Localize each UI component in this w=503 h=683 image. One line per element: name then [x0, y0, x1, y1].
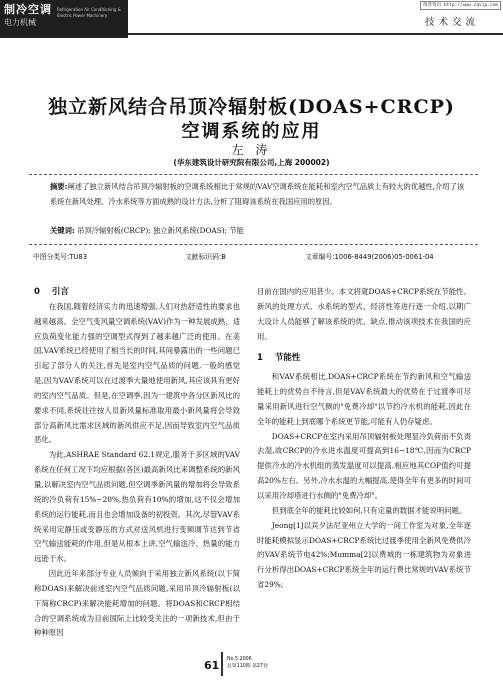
paragraph: 因此近年来部分专业人员倾向于采用独立新风系统(以下简称DOAS)来解决前述室内空气品质问题,采用吊顶冷辐射板(以下简称CRCP)来解决能耗增加的问题。将DOAS和CRCP相结合的空调系统成为目前国际上比较受关注的一项新技术,但由于种种原因: [34, 569, 240, 638]
clc-number: 中图分类号:TU83: [33, 253, 88, 261]
journal-english-name: Refrigeration Air Conditioning & Electric Power Machinery: [57, 7, 121, 18]
paper-title-line1: 独立新风结合吊顶冷辐射板(DOAS+CRCP): [48, 96, 455, 118]
author: 左 涛: [231, 143, 272, 157]
paragraph: 但到底全年的能耗比较如何,只有定量的数据才能说明问题。: [271, 505, 467, 515]
abstract-box: [29, 174, 478, 245]
keywords: [50, 225, 244, 237]
keywords-label: 关键词:: [50, 226, 75, 235]
journal-header-band: [0, 0, 128, 38]
journal-logo: 制冷空调: [4, 3, 52, 16]
paragraph: Jeong[1]以宾夕法尼亚州立大学的一间工作室为对象,全年逐时能耗模拟显示DOAS+CRCP系统比过渡季使用全新风免费供冷的VAV系统节电42%;Mumma[2]以费城的一栋建筑物为对象进行分析得出DOAS+CRCP系统全年的运行费比常规的VAV系统节省29%;: [257, 520, 471, 590]
abstract: [50, 180, 470, 209]
paragraph: 在我国,随着经济实力的迅速增强,人们对热舒适性的要求也越来越高。全空气变风量空调系统(VAV)作为一种发展成熟、适应负荷变化能力强的空调型式得到了越来越广泛的使用。在美国,VAV系统已经使用了相当长的时间,其间暴露出的一些问题已引起了部分人的关注,首先是室内空气品质的问题,一般的感觉是,因为VAV系统可以在过渡季大量地使用新风,其应该具有更好的室内空气品质。但是,在空调季,因为一建筑中各分区新风比的要求不同,系统往往按人员新风量标准取用最小新风量将会导致部分高新风比需求区域的新风供应不足,因而导致室内空气品质恶化。: [34, 301, 240, 445]
article-number: 文章编号:1006-8449(2006)05-0061-04: [305, 253, 434, 261]
paragraph: DOAS+CRCP在室内采用吊顶辐射板处理显冷负荷而不负责去湿,故CRCP的冷水进水温度可提高到16~18℃,因而为CRCP提供冷水的冷水机组的蒸发温度可以提高,相应地其COP值约可提高20%左右。另外,冷水水温的大幅提高,使得全年有更多的时间可以采用冷却塔进行水侧的"免费冷却"。: [257, 431, 471, 500]
page-number: 61: [204, 659, 220, 672]
section-label: 技术交流: [424, 17, 479, 28]
left-column: [34, 285, 240, 641]
issue-info: No.5 2006 总第110期 第27卷: [227, 657, 268, 669]
paper-title-line2: 空调系统的应用: [181, 121, 322, 142]
abstract-label: 摘要:: [50, 182, 68, 191]
document-code: 文献标识码:B: [185, 253, 226, 261]
paragraph: 为此,ASHRAE Standard 62.1规定,服务于多区域的VAV系统在任何工况下均应根据(各区)最高新风比来调整系统的新风量,以解决室内空气品质问题,但空调季新风量的增加将会导致系统的冷负荷有15%~20%,热负荷有10%的增加,这不仅会增加系统的运行能耗,而且也会增加设备的初投资。其次,尽管VAV系统采用定静压或变静压的方式对送风机进行变频调节达到节省空气输送能耗的作用,但是从根本上讲,空气输送冷、热量的能力远逊于水。: [34, 450, 240, 564]
paragraph: 和VAV系统相比,DOAS+CRCP系统在节约新风和空气输送能耗上的优势自不待言,但是VAV系统最大的优势在于过渡季可尽量采用新风进行空气侧的"免费冷却"以节约冷水机的能耗,因此在全年的能耗上到底哪个系统更节能,可能有人仍存疑虑。: [257, 372, 471, 426]
right-column: [257, 285, 471, 593]
section-heading-energy: 1 节能性: [257, 353, 301, 364]
source-watermark: 维普资讯 http://www.cqvip.com: [420, 1, 501, 10]
abstract-text: 阐述了独立新风结合吊顶冷辐射板的空调系统相比于常规的VAV空调系统在能耗和室内空气品质上有较大的优越性,介绍了该系统在新风处理、冷水系统等方面成熟的设计方法,分析了阻碍该系统在我国应用的原因。: [50, 182, 465, 206]
header-rule: [128, 33, 503, 35]
paragraph: 目前在国内的应用甚少。本文将就DOAS+CRCP系统在节能性、新风的处理方式、水系统的型式、经济性等进行逐一介绍,以期广大设计人员能够了解该系统的优、缺点,推动该项技术在我国的应用。: [257, 287, 471, 341]
keywords-text: 吊顶冷辐射板(CRCP); 独立新风系统(DOAS); 节能: [77, 226, 244, 235]
section-heading-intro: 0 引言: [34, 287, 69, 297]
journal-logo-sub: 电力机械: [4, 18, 36, 27]
footer-divider: [221, 652, 223, 676]
affiliation: (华东建筑设计研究院有限公司,上海 200002): [173, 158, 330, 167]
